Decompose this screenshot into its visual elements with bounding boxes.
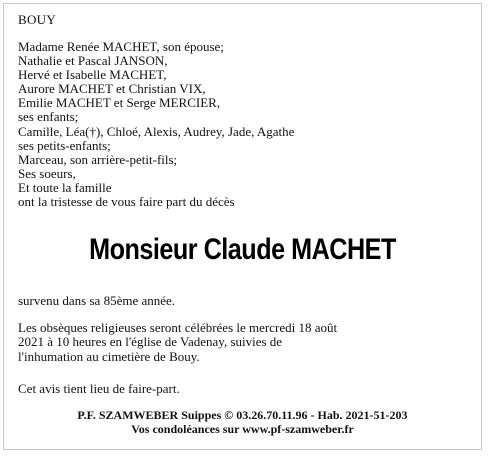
family-line: Emilie MACHET et Serge MERCIER, xyxy=(18,95,221,111)
funeral-home-footer xyxy=(4,409,481,436)
family-line: Nathalie et Pascal JANSON, xyxy=(18,53,168,69)
family-line: Madame Renée MACHET, son épouse; xyxy=(18,39,224,54)
family-line: Camille, Léa(†), Chloé, Alexis, Audrey, Jade, Agathe xyxy=(18,123,295,139)
funeral-home-contact: P.F. SZAMWEBER Suippes © 03.26.70.11.96 - Hab. 2021-51-203 xyxy=(77,408,408,422)
deceased-name: Monsieur Claude MACHET xyxy=(89,233,396,266)
funeral-line: l'inhumation au cimetière de Bouy. xyxy=(18,348,200,364)
family-line: Hervé et Isabelle MACHET, xyxy=(18,67,167,83)
family-line: Aurore MACHET et Christian VIX, xyxy=(18,81,206,97)
family-line: Et toute la famille xyxy=(18,179,112,195)
age-line: survenu dans sa 85ème année. xyxy=(18,293,176,308)
family-line: Ses soeurs, xyxy=(18,165,76,181)
family-line: ses enfants; xyxy=(18,109,79,125)
family-line: Marceau, son arrière-petit-fils; xyxy=(18,151,178,167)
funeral-details xyxy=(18,321,473,364)
family-list xyxy=(18,40,473,209)
obituary-notice xyxy=(3,3,482,450)
family-line: ses petits-enfants; xyxy=(18,137,111,153)
announcement-note: Cet avis tient lieu de faire-part. xyxy=(18,381,180,396)
family-line: ont la tristesse de vous faire part du décès xyxy=(18,194,235,210)
funeral-line: Les obsèques religieuses seront célébrées le mercredi 18 août xyxy=(18,320,338,335)
condolences-website: Vos condoléances sur www.pf-szamweber.fr xyxy=(131,421,354,436)
funeral-line: 2021 à 10 heures en l'église de Vadenay, suivies de xyxy=(18,334,283,350)
location-heading: BOUY xyxy=(18,12,57,27)
